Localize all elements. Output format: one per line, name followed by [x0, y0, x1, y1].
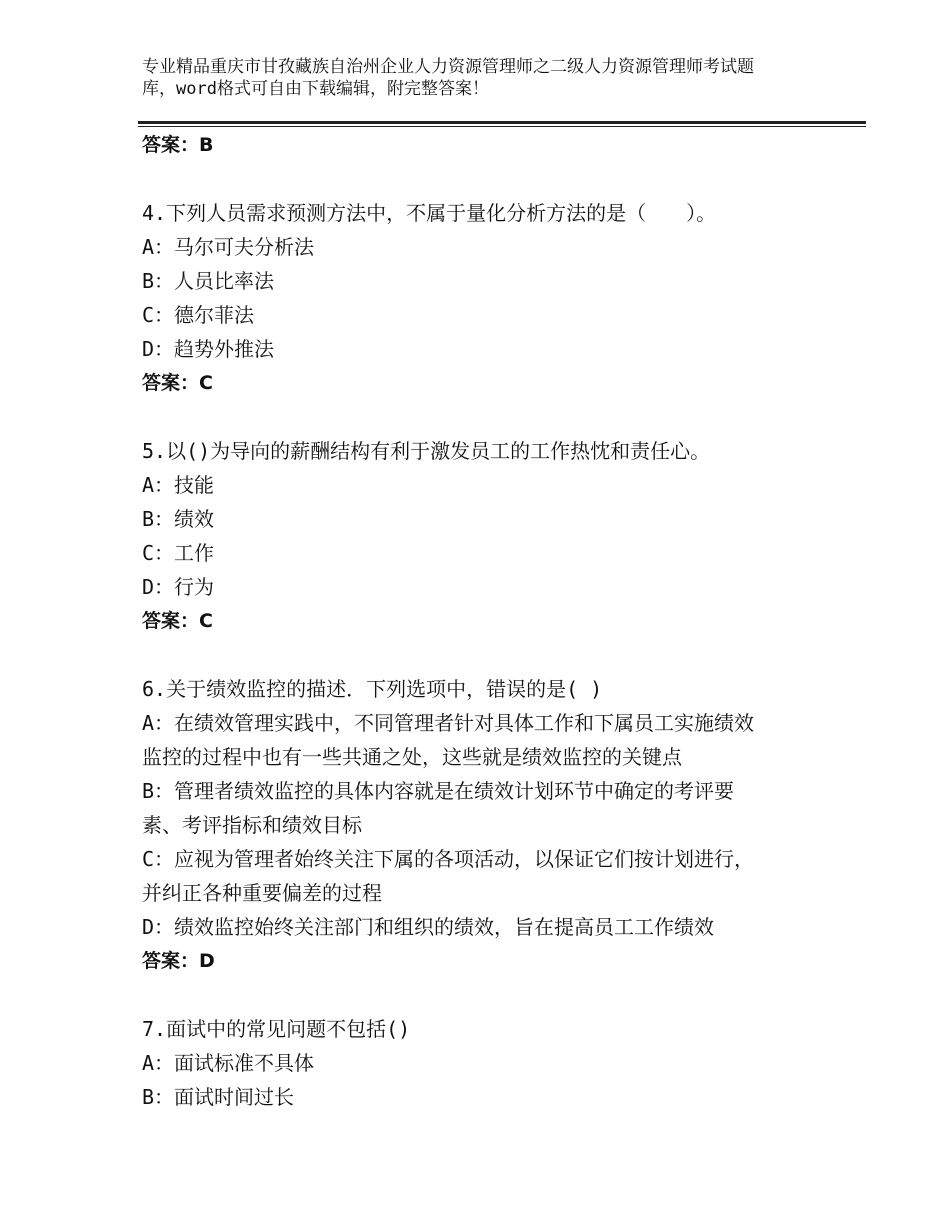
option-b: B：绩效	[142, 507, 215, 531]
page-header	[142, 56, 842, 100]
question-7	[142, 1012, 822, 1114]
option-b: B：面试时间过长	[142, 1085, 295, 1109]
option-a: A：马尔可夫分析法	[142, 235, 315, 259]
option-b-cont: 素、考评指标和绩效目标	[142, 813, 362, 837]
answer: 答案：C	[142, 372, 213, 394]
option-b: B：管理者绩效监控的具体内容就是在绩效计划环节中确定的考评要	[142, 779, 735, 803]
header-title-line-1: 专业精品重庆市甘孜藏族自治州企业人力资源管理师之二级人力资源管理师考试题	[142, 57, 754, 77]
option-b: B：人员比率法	[142, 269, 275, 293]
option-d: D：绩效监控始终关注部门和组织的绩效，旨在提高员工工作绩效	[142, 915, 715, 939]
option-c-cont: 并纠正各种重要偏差的过程	[142, 881, 382, 905]
question-4	[142, 196, 822, 400]
option-a: A：在绩效管理实践中，不同管理者针对具体工作和下属员工实施绩效	[142, 711, 755, 735]
option-c: C：德尔菲法	[142, 303, 255, 327]
option-a: A：技能	[142, 473, 215, 497]
question-5	[142, 434, 822, 638]
option-d: D：行为	[142, 575, 215, 599]
question-stem: 4.下列人员需求预测方法中，不属于量化分析方法的是（ ）。	[142, 201, 717, 225]
answer: 答案：C	[142, 610, 213, 632]
header-title-line-2: 库，word格式可自由下载编辑，附完整答案！	[142, 79, 489, 99]
option-d: D：趋势外推法	[142, 337, 275, 361]
header-rule-thin	[138, 126, 866, 127]
option-c: C：应视为管理者始终关注下属的各项活动，以保证它们按计划进行，	[142, 847, 755, 871]
header-rule-thick	[138, 121, 866, 124]
question-stem: 7.面试中的常见问题不包括()	[142, 1017, 411, 1041]
option-c: C：工作	[142, 541, 215, 565]
question-6	[142, 672, 822, 978]
option-a-cont: 监控的过程中也有一些共通之处，这些就是绩效监控的关键点	[142, 745, 682, 769]
option-a: A：面试标准不具体	[142, 1051, 315, 1075]
answer: 答案：D	[142, 950, 215, 972]
question-list	[142, 128, 822, 1114]
question-stem: 6.关于绩效监控的描述．下列选项中，错误的是( )	[142, 677, 603, 701]
answer-q3: 答案：B	[142, 134, 214, 156]
question-stem: 5.以()为导向的薪酬结构有利于激发员工的工作热忱和责任心。	[142, 439, 711, 463]
